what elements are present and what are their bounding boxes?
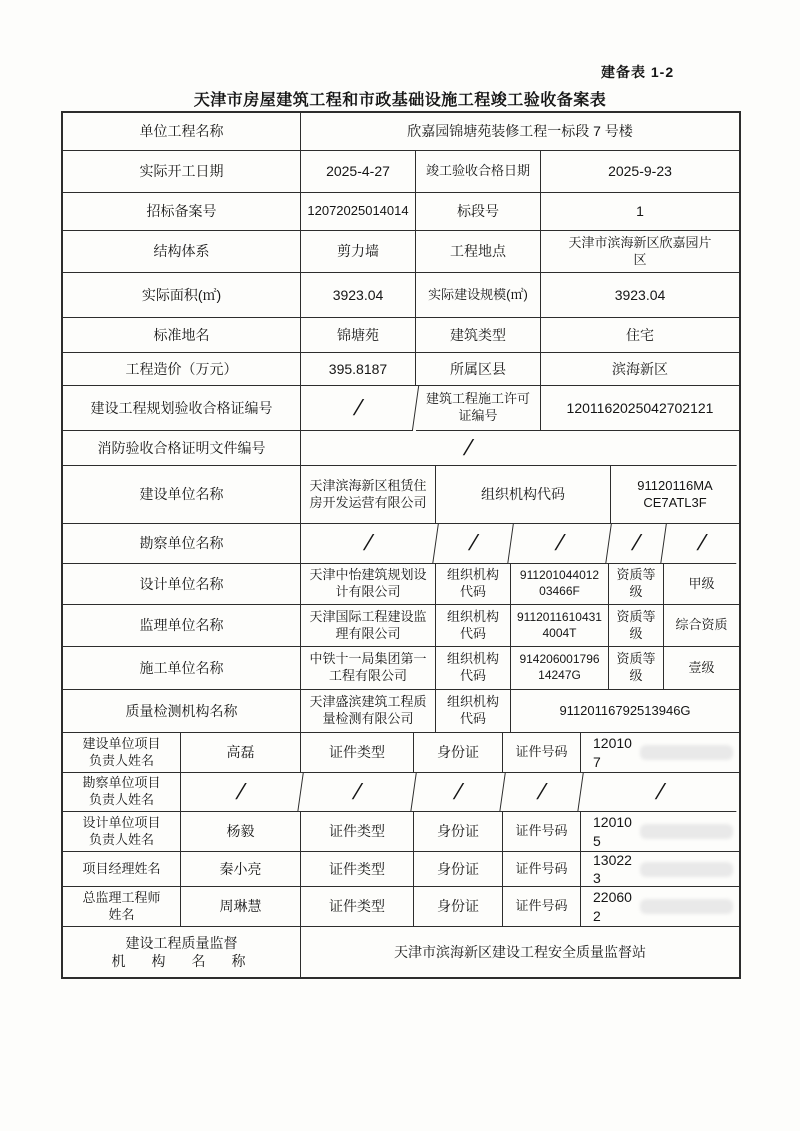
planning-acceptance-cert-value: / (298, 386, 419, 431)
build-unit-name-value: 天津滨海新区租赁住房开发运营有限公司 (301, 466, 436, 524)
project-manager-label: 项目经理姓名 (63, 852, 181, 887)
cert-type-value: 身份证 (414, 852, 503, 887)
actual-area-label: 实际面积(㎡) (63, 273, 301, 318)
build-unit-name-label: 建设单位名称 (63, 466, 301, 524)
supervision-unit-name-value: 天津国际工程建设监理有限公司 (301, 605, 436, 647)
cert-no-label: 证件号码 (503, 852, 581, 887)
building-type-label: 建筑类型 (416, 318, 541, 353)
table-row (63, 647, 739, 690)
construction-permit-value: 1201162025042702121 (541, 386, 739, 431)
supervision-unit-org-code-value: 91120116104314004T (511, 605, 609, 647)
inspection-org-code-value: 91120116792513946G (511, 690, 739, 733)
actual-scale-value: 3923.04 (541, 273, 739, 318)
actual-scale-label: 实际建设规模(㎡) (416, 273, 541, 318)
inspection-org-name-label: 质量检测机构名称 (63, 690, 301, 733)
actual-start-date-value: 2025-4-27 (301, 151, 416, 193)
design-unit-grade-label: 资质等级 (609, 564, 664, 605)
inspection-org-name-value: 天津盛滨建筑工程质量检测有限公司 (301, 690, 436, 733)
cert-type-value: 身份证 (414, 812, 503, 852)
survey-unit-name-label: 勘察单位名称 (63, 524, 301, 564)
survey-unit-org-code-value: / (508, 524, 612, 564)
supervise-org-label-line1: 建设工程质量监督 (125, 934, 238, 951)
design-unit-manager-label: 设计单位项目负责人姓名 (63, 812, 181, 852)
redaction-blur (640, 899, 733, 914)
bid-section-label: 标段号 (416, 193, 541, 231)
structure-system-value: 剪力墙 (301, 231, 416, 273)
cert-type-label: 证件类型 (301, 852, 414, 887)
filing-form-table (61, 111, 741, 979)
table-row (63, 151, 739, 193)
cert-no-prefix: 120105 (593, 814, 632, 849)
table-row (63, 690, 739, 733)
table-row (63, 193, 739, 231)
supervision-unit-grade-value: 综合资质 (664, 605, 739, 647)
page-title: 天津市房屋建筑工程和市政基础设施工程竣工验收备案表 (193, 92, 607, 109)
table-row (63, 231, 739, 273)
table-row (63, 524, 739, 564)
completion-date-label: 竣工验收合格日期 (416, 151, 541, 193)
redaction-blur (640, 745, 733, 760)
construction-unit-org-code-label: 组织机构代码 (436, 647, 511, 690)
construction-permit-label: 建筑工程施工许可证编号 (416, 386, 541, 431)
cert-no-label: / (500, 773, 583, 812)
supervise-org-value: 天津市滨海新区建设工程安全质量监督站 (394, 943, 646, 960)
redaction-blur (640, 824, 733, 839)
cert-no-value (581, 733, 739, 773)
district-value: 滨海新区 (541, 353, 739, 386)
project-location-label: 工程地点 (416, 231, 541, 273)
construction-unit-grade-value: 壹级 (664, 647, 739, 690)
table-row (63, 318, 739, 353)
fire-acceptance-doc-value: / (299, 431, 742, 466)
cert-type-value: 身份证 (414, 733, 503, 773)
standard-place-value: 锦塘苑 (301, 318, 416, 353)
actual-start-date-label: 实际开工日期 (63, 151, 301, 193)
table-row (63, 852, 739, 887)
cert-type-label: 证件类型 (301, 733, 414, 773)
table-row (63, 273, 739, 318)
cert-no-label: 证件号码 (503, 733, 581, 773)
cert-no-value (581, 852, 739, 887)
standard-place-label: 标准地名 (63, 318, 301, 353)
redaction-blur (640, 862, 733, 877)
table-row (63, 812, 739, 852)
survey-unit-manager-label: 勘察单位项目负责人姓名 (63, 773, 181, 812)
supervise-org-label-line2: 机 构 名 称 (111, 953, 252, 969)
construction-unit-grade-label: 资质等级 (609, 647, 664, 690)
supervision-unit-org-code-label: 组织机构代码 (436, 605, 511, 647)
cert-type-value: / (411, 773, 505, 812)
district-label: 所属区县 (416, 353, 541, 386)
table-row (63, 887, 739, 927)
form-code: 建备表 1-2 (601, 64, 675, 80)
design-unit-manager-name: 杨毅 (181, 812, 301, 852)
cert-no-label: 证件号码 (503, 887, 581, 927)
cert-type-value: 身份证 (414, 887, 503, 927)
chief-supervision-engineer-label: 总监理工程师姓名 (63, 887, 181, 927)
table-row (63, 773, 739, 812)
supervise-org-label (63, 927, 301, 977)
supervision-unit-grade-label: 资质等级 (609, 605, 664, 647)
cert-no-prefix: 220602 (593, 889, 632, 924)
build-unit-org-code-value: 91120116MACE7ATL3F (611, 466, 739, 524)
table-row (63, 605, 739, 647)
design-unit-grade-value: 甲级 (664, 564, 739, 605)
cert-no-prefix: 120107 (593, 735, 632, 770)
table-row (63, 431, 739, 466)
actual-area-value: 3923.04 (301, 273, 416, 318)
completion-date-value: 2025-9-23 (541, 151, 739, 193)
bid-section-value: 1 (541, 193, 739, 231)
build-unit-manager-label: 建设单位项目负责人姓名 (63, 733, 181, 773)
building-type-value: 住宅 (541, 318, 739, 353)
build-unit-org-code-label: 组织机构代码 (436, 466, 611, 524)
design-unit-org-code-value: 91120104401203466F (511, 564, 609, 605)
project-manager-name: 秦小亮 (181, 852, 301, 887)
survey-unit-name-value: / (298, 524, 439, 564)
bid-record-no-value: 12072025014014 (301, 193, 416, 231)
cert-no-value (581, 887, 739, 927)
table-row (63, 927, 739, 977)
table-row (63, 733, 739, 773)
construction-unit-name-label: 施工单位名称 (63, 647, 301, 690)
table-row (63, 113, 739, 151)
unit-project-name-value: 欣嘉园锦塘苑装修工程一标段 7 号楼 (301, 113, 739, 151)
cert-no-value: / (578, 773, 741, 812)
structure-system-label: 结构体系 (63, 231, 301, 273)
planning-acceptance-cert-label: 建设工程规划验收合格证编号 (63, 386, 301, 431)
project-cost-value: 395.8187 (301, 353, 416, 386)
project-cost-label: 工程造价（万元） (63, 353, 301, 386)
unit-project-name-label: 单位工程名称 (63, 113, 301, 151)
fire-acceptance-doc-label: 消防验收合格证明文件编号 (63, 431, 301, 466)
cert-type-label: 证件类型 (301, 812, 414, 852)
cert-no-value (581, 812, 739, 852)
supervision-unit-name-label: 监理单位名称 (63, 605, 301, 647)
survey-unit-grade-value: / (661, 524, 742, 564)
project-location-value: 天津市滨海新区欣嘉园片区 (541, 231, 739, 273)
chief-supervision-engineer-name: 周琳慧 (181, 887, 301, 927)
build-unit-manager-name: 高磊 (181, 733, 301, 773)
construction-unit-org-code-value: 91420600179614247G (511, 647, 609, 690)
table-row (63, 386, 739, 431)
cert-no-prefix: 130223 (593, 852, 632, 886)
design-unit-name-value: 天津中怡建筑规划设计有限公司 (301, 564, 436, 605)
inspection-org-code-label: 组织机构代码 (436, 690, 511, 733)
survey-unit-manager-name: / (178, 773, 303, 812)
survey-unit-grade-label: / (606, 524, 667, 564)
cert-type-label: / (298, 773, 416, 812)
bid-record-no-label: 招标备案号 (63, 193, 301, 231)
table-row (63, 353, 739, 386)
table-row (63, 466, 739, 524)
survey-unit-org-code-label: / (433, 524, 514, 564)
design-unit-org-code-label: 组织机构代码 (436, 564, 511, 605)
cert-type-label: 证件类型 (301, 887, 414, 927)
table-row (63, 564, 739, 605)
design-unit-name-label: 设计单位名称 (63, 564, 301, 605)
cert-no-label: 证件号码 (503, 812, 581, 852)
construction-unit-name-value: 中铁十一局集团第一工程有限公司 (301, 647, 436, 690)
